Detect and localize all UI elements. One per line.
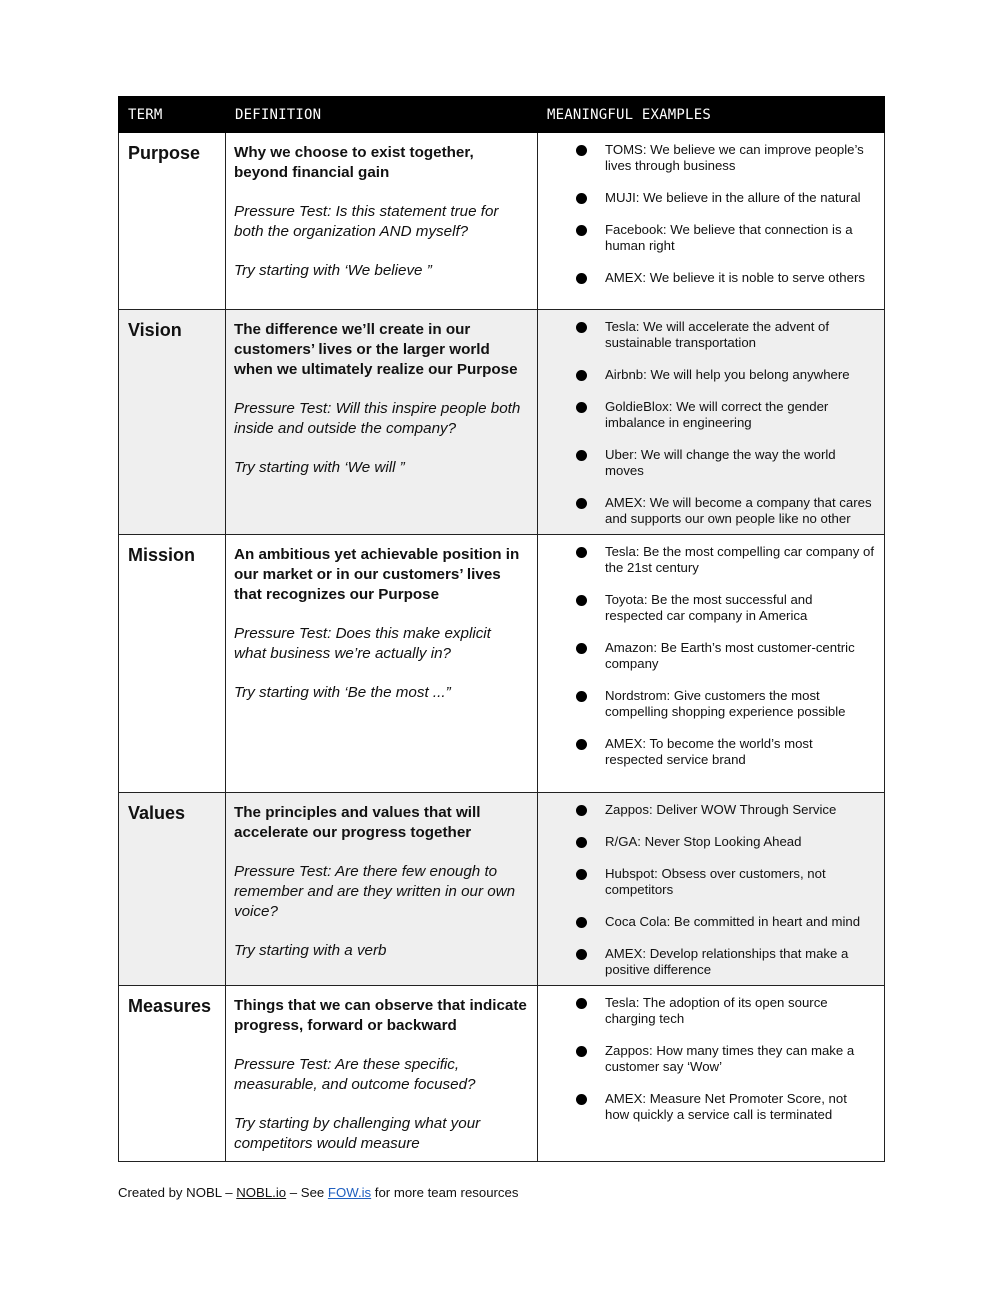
examples-cell <box>538 986 885 1162</box>
list-item: AMEX: Measure Net Promoter Score, not how quickly a service call is terminated <box>538 1091 874 1123</box>
header-term: TERM <box>119 97 226 133</box>
definitions-table <box>118 96 885 1162</box>
definition-text: The difference we’ll create in our customers’ lives or the larger world when we ultimately realize our Purpose <box>234 321 518 378</box>
pressure-test-text: Pressure Test: Are these specific, measurable, and outcome focused? <box>234 1056 476 1093</box>
list-item: Zappos: How many times they can make a customer say ‘Wow’ <box>538 1043 874 1075</box>
table-row <box>119 133 885 310</box>
bullet-icon <box>576 805 587 816</box>
bullet-icon <box>576 998 587 1009</box>
examples-cell <box>538 133 885 310</box>
bullet-icon <box>576 273 587 284</box>
bullet-icon <box>576 739 587 750</box>
try-starting-text: Try starting with ‘We will ” <box>234 459 405 476</box>
bullet-icon <box>576 402 587 413</box>
list-item: TOMS: We believe we can improve people’s lives through business <box>538 142 874 174</box>
list-item: Hubspot: Obsess over customers, not competitors <box>538 866 874 898</box>
bullet-icon <box>576 869 587 880</box>
list-item: Toyota: Be the most successful and respected car company in America <box>538 592 874 624</box>
definition-text: An ambitious yet achievable position in our market or in our customers’ lives that recognizes our Purpose <box>234 546 520 603</box>
header-definition: DEFINITION <box>226 97 538 133</box>
list-item: R/GA: Never Stop Looking Ahead <box>538 834 874 850</box>
examples-list <box>538 802 874 978</box>
definition-text: Why we choose to exist together, beyond financial gain <box>234 144 474 181</box>
try-starting-text: Try starting with ‘We believe ” <box>234 262 432 279</box>
term-cell: Vision <box>119 310 226 535</box>
bullet-icon <box>576 837 587 848</box>
pressure-test-text: Pressure Test: Are there few enough to remember and are they written in our own voice? <box>234 863 516 920</box>
definition-cell <box>226 793 538 986</box>
table-row <box>119 986 885 1162</box>
try-starting-text: Try starting by challenging what your competitors would measure <box>234 1115 481 1152</box>
list-item: MUJI: We believe in the allure of the natural <box>538 190 874 206</box>
footer-suffix: for more team resources <box>371 1185 519 1200</box>
list-item: Tesla: The adoption of its open source charging tech <box>538 995 874 1027</box>
list-item: Zappos: Deliver WOW Through Service <box>538 802 874 818</box>
examples-list <box>538 319 874 527</box>
examples-list <box>538 544 874 768</box>
list-item: Uber: We will change the way the world moves <box>538 447 874 479</box>
list-item: Facebook: We believe that connection is a human right <box>538 222 874 254</box>
term-cell: Measures <box>119 986 226 1162</box>
bullet-icon <box>576 949 587 960</box>
list-item: AMEX: We will become a company that cares and supports our own people like no other <box>538 495 874 527</box>
bullet-icon <box>576 322 587 333</box>
bullet-icon <box>576 498 587 509</box>
term-cell: Values <box>119 793 226 986</box>
bullet-icon <box>576 450 587 461</box>
definition-cell <box>226 310 538 535</box>
list-item: Tesla: Be the most compelling car company of the 21st century <box>538 544 874 576</box>
bullet-icon <box>576 547 587 558</box>
bullet-icon <box>576 145 587 156</box>
list-item: Tesla: We will accelerate the advent of sustainable transportation <box>538 319 874 351</box>
term-cell: Purpose <box>119 133 226 310</box>
try-starting-text: Try starting with a verb <box>234 942 387 959</box>
list-item: Airbnb: We will help you belong anywhere <box>538 367 874 383</box>
pressure-test-text: Pressure Test: Is this statement true for both the organization AND myself? <box>234 203 499 240</box>
examples-cell <box>538 793 885 986</box>
examples-list <box>538 142 874 286</box>
footer-prefix: Created by NOBL – <box>118 1185 237 1200</box>
bullet-icon <box>576 1094 587 1105</box>
bullet-icon <box>576 225 587 236</box>
bullet-icon <box>576 370 587 381</box>
bullet-icon <box>576 917 587 928</box>
nobl-link[interactable]: NOBL.io <box>236 1185 287 1200</box>
list-item: Amazon: Be Earth’s most customer-centric company <box>538 640 874 672</box>
table-header-row <box>119 97 885 133</box>
pressure-test-text: Pressure Test: Will this inspire people both inside and outside the company? <box>234 400 521 437</box>
bullet-icon <box>576 691 587 702</box>
definition-text: Things that we can observe that indicate progress, forward or backward <box>234 997 527 1034</box>
fow-link[interactable]: FOW.is <box>327 1185 372 1200</box>
definition-cell <box>226 535 538 793</box>
list-item: Nordstrom: Give customers the most compelling shopping experience possible <box>538 688 874 720</box>
header-examples: MEANINGFUL EXAMPLES <box>538 97 885 133</box>
examples-list <box>538 995 874 1123</box>
try-starting-text: Try starting with ‘Be the most ...” <box>234 684 451 701</box>
definition-cell <box>226 986 538 1162</box>
list-item: GoldieBlox: We will correct the gender imbalance in engineering <box>538 399 874 431</box>
term-cell: Mission <box>119 535 226 793</box>
list-item: AMEX: Develop relationships that make a positive difference <box>538 946 874 978</box>
examples-cell <box>538 310 885 535</box>
bullet-icon <box>576 595 587 606</box>
bullet-icon <box>576 1046 587 1057</box>
bullet-icon <box>576 193 587 204</box>
table-row <box>119 793 885 986</box>
list-item: AMEX: We believe it is noble to serve others <box>538 270 874 286</box>
footer-credit <box>118 1185 518 1200</box>
examples-cell <box>538 535 885 793</box>
definition-cell <box>226 133 538 310</box>
footer-middle: – See <box>286 1185 328 1200</box>
bullet-icon <box>576 643 587 654</box>
list-item: Coca Cola: Be committed in heart and mind <box>538 914 874 930</box>
pressure-test-text: Pressure Test: Does this make explicit what business we’re actually in? <box>234 625 491 662</box>
list-item: AMEX: To become the world’s most respected service brand <box>538 736 874 768</box>
definition-text: The principles and values that will accelerate our progress together <box>234 804 481 841</box>
table-row <box>119 535 885 793</box>
table-row <box>119 310 885 535</box>
